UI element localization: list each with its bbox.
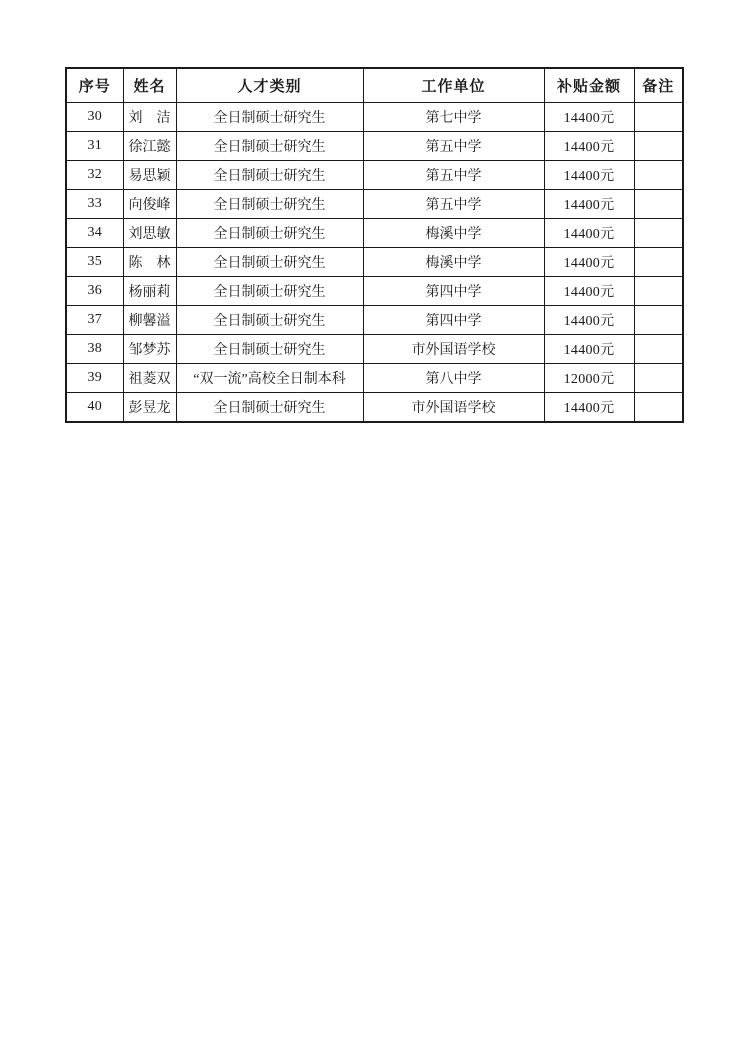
table-row (66, 161, 683, 190)
cell-no: 37 (66, 306, 123, 335)
cell-note (634, 277, 683, 306)
cell-no: 31 (66, 132, 123, 161)
cell-amount: 14400元 (544, 219, 634, 248)
column-header-amount: 补贴金额 (544, 68, 634, 103)
cell-name: 陈 林 (123, 248, 176, 277)
cell-note (634, 190, 683, 219)
table-row (66, 190, 683, 219)
table-row (66, 335, 683, 364)
cell-amount: 14400元 (544, 277, 634, 306)
cell-unit: 市外国语学校 (363, 393, 544, 423)
cell-name: 祖菱双 (123, 364, 176, 393)
column-header-note: 备注 (634, 68, 683, 103)
cell-unit: 第五中学 (363, 161, 544, 190)
column-header-no: 序号 (66, 68, 123, 103)
cell-name: 杨丽莉 (123, 277, 176, 306)
cell-category: 全日制硕士研究生 (176, 219, 363, 248)
cell-note (634, 335, 683, 364)
cell-unit: 市外国语学校 (363, 335, 544, 364)
cell-note (634, 161, 683, 190)
cell-name: 彭昱龙 (123, 393, 176, 423)
cell-amount: 14400元 (544, 103, 634, 132)
cell-amount: 14400元 (544, 161, 634, 190)
column-header-category: 人才类别 (176, 68, 363, 103)
column-header-name: 姓名 (123, 68, 176, 103)
cell-amount: 12000元 (544, 364, 634, 393)
cell-unit: 第七中学 (363, 103, 544, 132)
table-row (66, 103, 683, 132)
cell-category: 全日制硕士研究生 (176, 248, 363, 277)
cell-name: 柳馨溢 (123, 306, 176, 335)
cell-note (634, 364, 683, 393)
cell-category: 全日制硕士研究生 (176, 306, 363, 335)
cell-no: 36 (66, 277, 123, 306)
table-row (66, 219, 683, 248)
cell-note (634, 132, 683, 161)
cell-name: 刘思敏 (123, 219, 176, 248)
cell-note (634, 219, 683, 248)
cell-category: “双一流”高校全日制本科 (176, 364, 363, 393)
cell-category: 全日制硕士研究生 (176, 393, 363, 423)
cell-note (634, 248, 683, 277)
cell-category: 全日制硕士研究生 (176, 132, 363, 161)
cell-unit: 第五中学 (363, 190, 544, 219)
cell-no: 39 (66, 364, 123, 393)
table-row (66, 393, 683, 423)
table-row (66, 277, 683, 306)
cell-amount: 14400元 (544, 248, 634, 277)
cell-unit: 第四中学 (363, 306, 544, 335)
table-header-row (66, 68, 683, 103)
cell-no: 35 (66, 248, 123, 277)
cell-name: 向俊峰 (123, 190, 176, 219)
cell-name: 邹梦苏 (123, 335, 176, 364)
cell-no: 30 (66, 103, 123, 132)
cell-no: 33 (66, 190, 123, 219)
cell-amount: 14400元 (544, 335, 634, 364)
cell-name: 徐江懿 (123, 132, 176, 161)
cell-category: 全日制硕士研究生 (176, 190, 363, 219)
cell-note (634, 306, 683, 335)
column-header-unit: 工作单位 (363, 68, 544, 103)
cell-no: 32 (66, 161, 123, 190)
cell-category: 全日制硕士研究生 (176, 335, 363, 364)
cell-unit: 第八中学 (363, 364, 544, 393)
cell-amount: 14400元 (544, 393, 634, 423)
cell-amount: 14400元 (544, 190, 634, 219)
cell-amount: 14400元 (544, 306, 634, 335)
cell-note (634, 393, 683, 423)
cell-no: 40 (66, 393, 123, 423)
cell-name: 刘 洁 (123, 103, 176, 132)
cell-unit: 第四中学 (363, 277, 544, 306)
cell-unit: 第五中学 (363, 132, 544, 161)
cell-category: 全日制硕士研究生 (176, 161, 363, 190)
table-row (66, 364, 683, 393)
cell-note (634, 103, 683, 132)
table-body (66, 103, 683, 423)
subsidy-table (65, 67, 684, 423)
cell-category: 全日制硕士研究生 (176, 277, 363, 306)
table-row (66, 248, 683, 277)
cell-unit: 梅溪中学 (363, 219, 544, 248)
cell-unit: 梅溪中学 (363, 248, 544, 277)
document-page-body (65, 67, 684, 423)
cell-no: 34 (66, 219, 123, 248)
cell-category: 全日制硕士研究生 (176, 103, 363, 132)
cell-no: 38 (66, 335, 123, 364)
table-row (66, 306, 683, 335)
cell-name: 易思颖 (123, 161, 176, 190)
cell-amount: 14400元 (544, 132, 634, 161)
table-row (66, 132, 683, 161)
